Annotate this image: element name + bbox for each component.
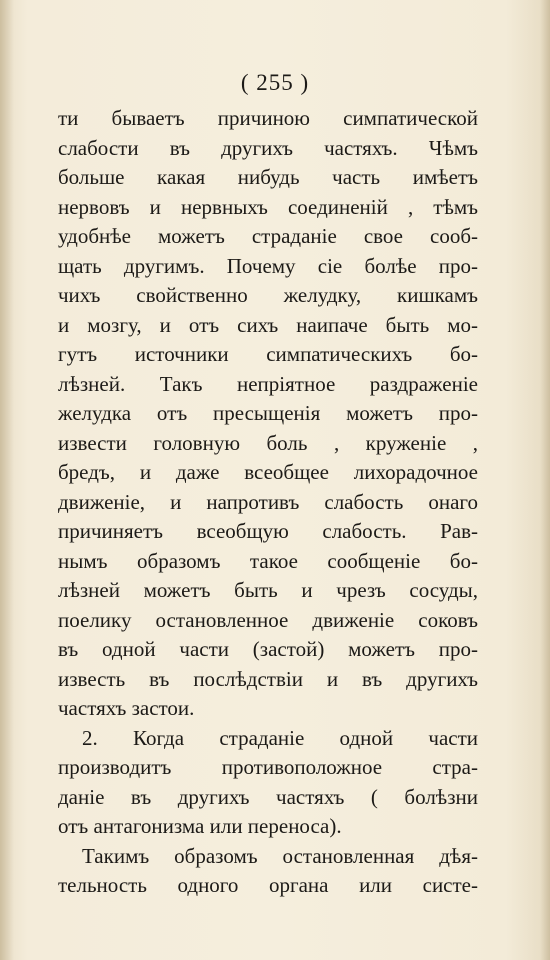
- text-line: извести головную боль , круженiе ,: [58, 430, 478, 455]
- text-line: слабости въ другихъ частяхъ. Чѣмъ: [58, 135, 478, 160]
- text-line: отъ антагонизма или переноса).: [58, 814, 342, 838]
- text-line: желудка отъ пресыщенiя можетъ про-: [58, 401, 478, 425]
- text-line: въ одной части (застой) можетъ про-: [58, 637, 478, 661]
- text-line: удобнѣе можетъ страданiе свое сооб-: [58, 224, 478, 248]
- text-line: больше какая нибудь часть имѣетъ: [58, 165, 478, 189]
- text-line: известь въ послѣдствiи и въ другихъ: [58, 666, 478, 691]
- page-left-shadow: [0, 0, 14, 960]
- text-line: щать другимъ. Почему сiе болѣе про-: [58, 253, 478, 278]
- text-line: гутъ источники симпатическихъ бо-: [58, 342, 478, 366]
- page-number: ( 255 ): [240, 70, 310, 95]
- body-text: [58, 104, 478, 901]
- text-line: производитъ противоположное стра-: [58, 755, 478, 779]
- page-right-shadow: [540, 0, 550, 960]
- text-line: лѣзней. Такъ непрiятное раздраженiе: [58, 371, 478, 396]
- text-line: Такимъ образомъ остановленная дѣя-: [82, 843, 478, 868]
- text-line: нервовъ и нервныхъ соединенiй , тѣмъ: [58, 194, 478, 219]
- text-line: данiе въ другихъ частяхъ ( болѣзни: [58, 784, 478, 809]
- text-line: движенiе, и напротивъ слабость онаго: [58, 489, 478, 514]
- text-line: нымъ образомъ такое сообщенiе бо-: [58, 548, 478, 573]
- text-line: тельность одного органа или систе-: [58, 873, 478, 897]
- text-line: частяхъ застои.: [58, 696, 195, 720]
- text-line: причиняетъ всеобщую слабость. Рав-: [58, 519, 478, 543]
- text-line: лѣзней можетъ быть и чрезъ сосуды,: [58, 578, 478, 602]
- text-line: ти бываетъ причиною симпатической: [58, 106, 478, 130]
- text-line: чихъ свойственно желудку, кишкамъ: [58, 283, 478, 307]
- text-line: и мозгу, и отъ сихъ наипаче быть мо-: [58, 312, 478, 337]
- text-line: поелику остановленное движенiе соковъ: [58, 607, 478, 632]
- text-line: 2. Когда страданiе одной части: [82, 725, 478, 750]
- text-line: бредъ, и даже всеобщее лихорадочное: [58, 460, 478, 484]
